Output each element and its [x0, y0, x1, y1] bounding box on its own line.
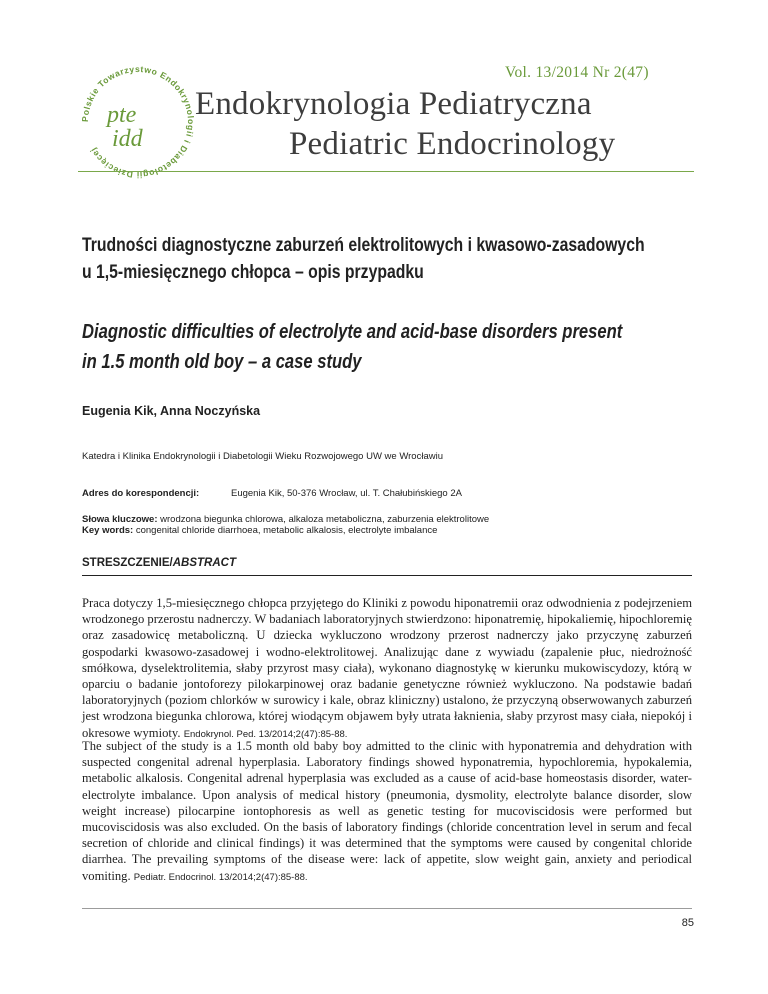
keywords-en-label: Key words:	[82, 525, 134, 536]
title-en-line-1: Diagnostic difficulties of electrolyte and acid-base disorders present	[82, 321, 623, 343]
svg-text:pte: pte	[107, 102, 137, 128]
title-pl-line-1: Trudności diagnostyczne zaburzeń elektrolitowych i kwasowo-zasadowych	[82, 235, 645, 256]
abstract-rule	[82, 575, 692, 576]
article-title-pl	[82, 232, 645, 286]
keywords-en-text: congenital chloride diarrhoea, metabolic alkalosis, electrolyte imbalance	[135, 525, 438, 536]
society-logo	[76, 60, 200, 184]
correspondence-address: Eugenia Kik, 50-376 Wrocław, ul. T. Chałubińskiego 2A	[231, 488, 462, 499]
journal-title-en: Pediatric Endocrinology	[289, 126, 616, 162]
correspondence-label: Adres do korespondencji:	[82, 488, 200, 499]
abstract-en	[82, 738, 692, 886]
abstract-pl	[82, 595, 692, 743]
abstract-en-text: The subject of the study is a 1.5 month old baby boy admitted to the clinic with hyponatremia and dehydration with suspected congenital adrenal hyperplasia. Laboratory findings showed hyponatremia, hypochloremia, hypokalemia, metabolic alkalosis. Congenital adrenal hyperplasia was excluded as a cause of acid-base homeostasis disorder, water- electrolyte imbalance. Upon analysis of medical history (pneumonia, dysmolity, electrolyte balance disorder, slow weight increase) pilocarpine iontophoresis as well as genetic testing for mucoviscidosis were performed but mucoviscidosis was also excluded. On the basis of laboratory findings (chloride concentration level in serum and fecal secretion of chloride and clinical findings) it was determined that the symptoms were caused by congenital chloride diarrhea. The prevailing symptoms of the disease were: lack of appetite, slow weight gain, anxiety and periodical vomiting.	[82, 739, 692, 883]
keywords-pl-text: wrodzona biegunka chlorowa, alkaloza metaboliczna, zaburzenia elektrolitowe	[160, 514, 490, 525]
abstract-pl-text: Praca dotyczy 1,5-miesięcznego chłopca przyjętego do Kliniki z powodu hiponatremii oraz odwodnienia z podejrzeniem wrodzonego przerostu nadnerczy. W badaniach laboratoryjnych stwierdzono: hiponatremię, hipokaliemię, hipochloremię oraz zasadowicę metaboliczną. U dziecka wykluczono wrodzony przerost nadnerczy jako przyczynę zaburzeń gospodarki kwasowo-zasadowej i wodno-elektrolitowej. Analizując dane z wywiadu (zapalenie płuc, niedrożność smółkowa, dyselektrolitemia, słaby przyrost masy ciała), wykonano diagnostykę w kierunku mukowiscydozy, którą w oparciu o badanie jontoforezy pilokarpinowej oraz badanie genetyczne również wykluczono. Na podstawie badań laboratoryjnych (poziom chlorków w surowicy i kale, obraz kliniczny) ustalono, że przyczyną obserwowanych zaburzeń jest wrodzona biegunka chlorowa, której wiodącym objawem były utrata łaknienia, słaby przyrost masy ciała, niepokój i okresowe wymioty.	[82, 596, 693, 740]
article-title-en	[82, 317, 623, 377]
header-rule	[78, 171, 694, 172]
journal-title-pl: Endokrynologia Pediatryczna	[195, 86, 592, 122]
svg-text:idd: idd	[112, 126, 143, 152]
keywords-en	[82, 525, 437, 536]
page-number: 85	[681, 917, 694, 929]
citation-en: Pediatr. Endocrinol. 13/2014;2(47):85-88.	[133, 871, 308, 883]
keywords-pl-label: Słowa kluczowe:	[82, 514, 158, 525]
citation-pl: Endokrynol. Ped. 13/2014;2(47):85-88.	[183, 728, 348, 740]
journal-volume: Vol. 13/2014 Nr 2(47)	[505, 64, 649, 81]
abstract-heading-pl: STRESZCZENIE/	[82, 557, 173, 569]
footer-rule	[82, 908, 692, 909]
svg-text:Polskie Towarzystwo Endokrynol: Polskie Towarzystwo Endokrynologii i Diabetologii Dziecięcej	[79, 63, 197, 181]
keywords-pl	[82, 514, 489, 525]
title-pl-line-2: u 1,5-miesięcznego chłopca – opis przypadku	[82, 262, 424, 283]
title-en-line-2: in 1.5 month old boy – a case study	[82, 351, 362, 373]
authors: Eugenia Kik, Anna Noczyńska	[82, 404, 261, 418]
abstract-heading-en: ABSTRACT	[172, 557, 236, 569]
affiliation: Katedra i Klinika Endokrynologii i Diabetologii Wieku Rozwojowego UW we Wrocławiu	[82, 451, 443, 462]
abstract-heading	[82, 557, 236, 569]
